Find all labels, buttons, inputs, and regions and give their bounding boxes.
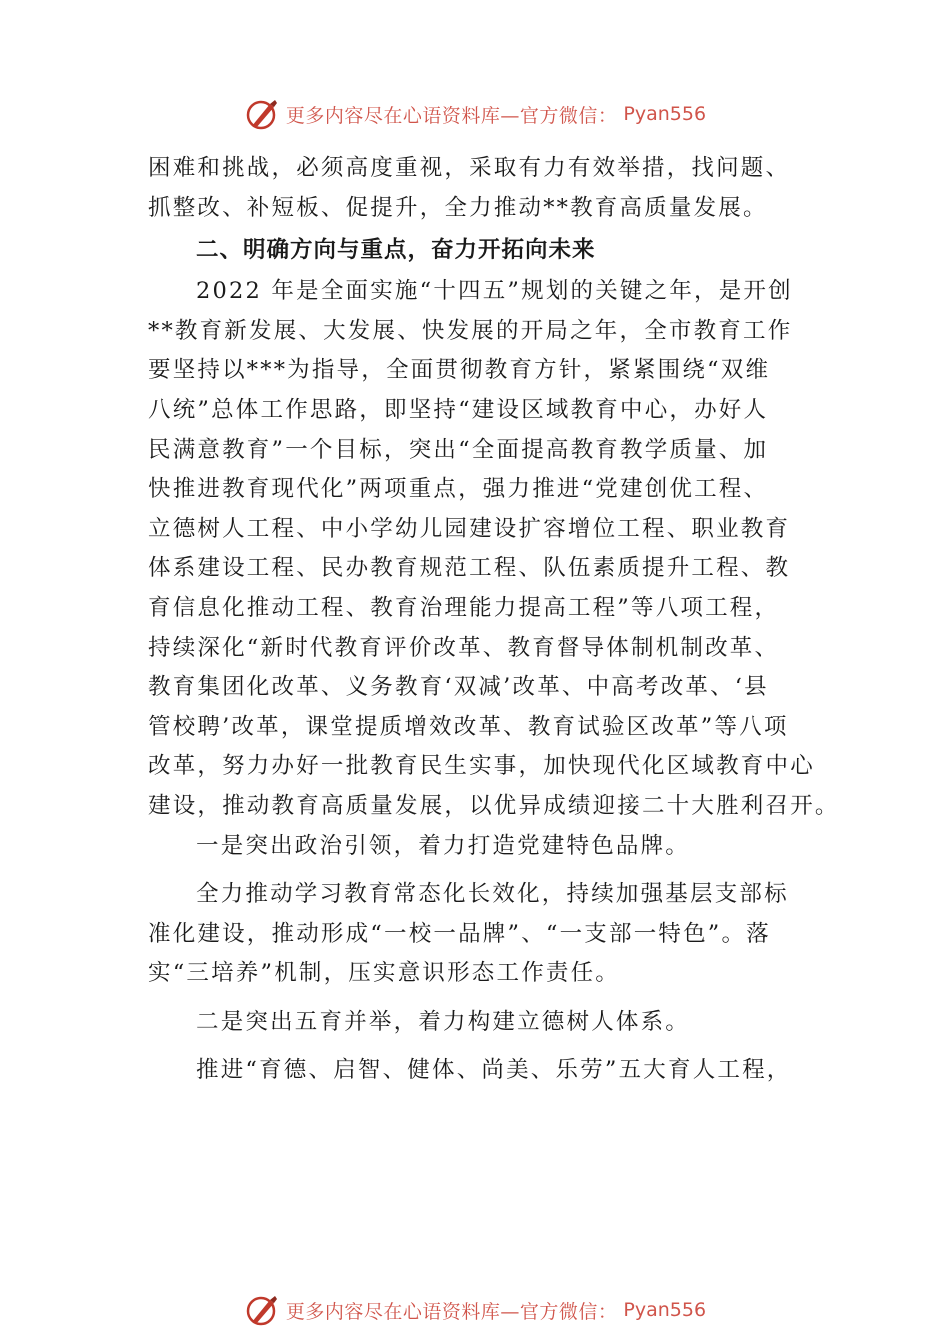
paragraph-line: 持续深化“新时代教育评价改革、教育督导体制机制改革、 xyxy=(148,634,780,661)
subheading-line: 二是突出五育并举，着力构建立德树人体系。 xyxy=(196,1008,691,1035)
paragraph-line: 管校聘’改革，课堂提质增效改革、教育试验区改革”等八项 xyxy=(148,713,789,740)
paragraph-line: 全力推动学习教育常态化长效化，持续加强基层支部标 xyxy=(196,881,789,908)
paragraph-line: 困难和挑战，必须高度重视，采取有力有效举措，找问题、 xyxy=(148,155,791,181)
paragraph-line: 快推进教育现代化”两项重点，强力推进“党建创优工程、 xyxy=(148,476,769,503)
paragraph-line: 准化建设，推动形成“一校一品牌”、“一支部一特色”。落 xyxy=(148,920,771,947)
paragraph-line: 2022 年是全面实施“十四五”规划的关键之年，是开创 xyxy=(196,278,793,305)
footer-watermark xyxy=(0,1290,950,1330)
paragraph-line: 要坚持以***为指导，全面贯彻教育方针，紧紧围绕“双维 xyxy=(148,357,771,384)
paragraph-line: 立德树人工程、中小学幼儿园建设扩容增位工程、职业教育 xyxy=(148,515,791,542)
paragraph-line: 改革，努力办好一批教育民生实事，加快现代化区域教育中心 xyxy=(148,753,815,780)
section-heading: 二、明确方向与重点，奋力开拓向未来 xyxy=(196,237,596,264)
document-body xyxy=(148,149,838,1091)
paragraph-line: 育信息化推动工程、教育治理能力提高工程”等八项工程， xyxy=(148,594,780,621)
paragraph-line: 推进“育德、启智、健体、尚美、乐劳”五大育人工程， xyxy=(196,1057,792,1084)
watermark-contact: Pyan556 xyxy=(623,1299,707,1321)
subheading-line: 一是突出政治引领，着力打造党建特色品牌。 xyxy=(196,832,691,859)
pen-quill-circle-icon xyxy=(244,96,280,132)
pen-quill-circle-icon xyxy=(244,1292,280,1328)
header-watermark xyxy=(0,94,950,134)
paragraph-line: 教育集团化改革、义务教育‘双减’改革、中高考改革、‘县 xyxy=(148,674,769,701)
watermark-text: 更多内容尽在心语资料库—官方微信： xyxy=(285,1300,618,1323)
paragraph-line: **教育新发展、大发展、快发展的开局之年，全市教育工作 xyxy=(148,317,793,344)
paragraph-line: 民满意教育”一个目标，突出“全面提高教育教学质量、加 xyxy=(148,436,769,463)
paragraph-line: 建设，推动教育高质量发展，以优异成绩迎接二十大胜利召开。 xyxy=(148,792,840,819)
paragraph-line: 八统”总体工作思路，即坚持“建设区域教育中心，办好人 xyxy=(148,396,769,423)
paragraph-line: 抓整改、补短板、促提升，全力推动**教育高质量发展。 xyxy=(148,194,768,221)
watermark-text: 更多内容尽在心语资料库—官方微信： xyxy=(285,104,618,127)
watermark-contact: Pyan556 xyxy=(623,103,707,125)
paragraph-line: 实“三培养”机制，压实意识形态工作责任。 xyxy=(148,960,621,987)
paragraph-line: 体系建设工程、民办教育规范工程、队伍素质提升工程、教 xyxy=(148,555,791,582)
